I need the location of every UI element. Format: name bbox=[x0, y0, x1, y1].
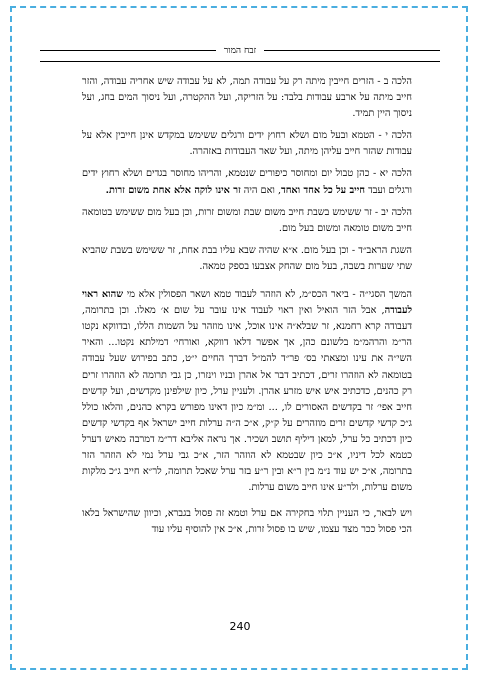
paragraph-p6 bbox=[82, 287, 412, 496]
paragraph-p5 bbox=[82, 243, 412, 275]
page-body bbox=[82, 74, 412, 544]
header-rule-bottom bbox=[40, 61, 440, 62]
text-run: ויש לבאר, כי העניין תלוי בחקירה אם ערל וטמא זה פסול בגברא, וכיוון שהישראל בלאו הכי פסול ככר מצד עצמו, שיש בו פסול זרות, א״כ אין להוסיף עליו עוד bbox=[82, 508, 412, 536]
text-run: הלכה יא - כהן טבול יום ומחוסר כיפורים שנטמא, והריהו מחוסר בגדים ושלא רחוץ ידים ורגלים ועבד bbox=[82, 168, 412, 196]
header-rule-right bbox=[264, 50, 440, 51]
page-number: 240 bbox=[229, 620, 251, 633]
text-run: המשך הסגי״ה - ביאר הכס״מ, לא הוזהר לעבוד טמא ושאר הפסולין אלא מי bbox=[123, 289, 412, 301]
text-run: השגת הראב״ד - וכן בעל מום. א״א שהיה שבא עליו בבת אחת, זר ששימש בשבת שהביא שתי שערות בשבה, בעל מום שהחק אצבעו בספק טמאה. bbox=[82, 244, 412, 272]
bold-text: זר אינו לוקה אלא אחת משום זרות. bbox=[105, 184, 241, 196]
bold-text: שהוא ראוי לעבודה bbox=[82, 289, 412, 317]
paragraph-p4 bbox=[82, 205, 412, 237]
paragraph-p7 bbox=[82, 506, 412, 538]
text-run: הלכה י - הטמא ובעל מום ושלא רחוץ ידים ורגלים ששימש במקדש אינן חייבין אלא על עבודות שהזר חייב עליהן מיתה, ועל שאר העבודות באזהרה. bbox=[82, 130, 412, 158]
paragraph-p3 bbox=[82, 166, 412, 198]
running-header bbox=[40, 44, 440, 56]
text-run: , ואם היה bbox=[240, 184, 282, 196]
text-run: הלכה יב - זר ששימש בשבת חייב משום שבת ומשום זרות, וכן בעל מום ששימש בטומאה חייב משום טומאה ומשום בעל מום. bbox=[82, 206, 412, 234]
text-run: , אבל הזר הואיל ואין ראוי לעבוד אינו עובר על שום א׳ מאלו. וכן בתרומה, דעבודה קרא רחמנא, זר שבלא״ה אינו אוכל, אינו מוזהר על השמות הללו, ובדווקא נקטו הר״מ והרהמ״מ בלשונם כהן, אך אפשר דלאו דווקא, ואורחי׳ דמילתא נקטו... והאיר השי״ה את עינו ומצאתי בס׳ פר״ד להמ״ל דברך החיים י״ט, כתב בפירוש שעל עבודה בטומאה לא הוזהרו זרים, דכתיב דבר אל אהרן ובניו וינזרו, כן גבי תרומה לא הוזהרו זרים רק כהנים, כדכתיב איש איש מזרע אהרן. ולעניין ערל, כיון שילפינן מקדשים, ועל קדשים חייב אפי׳ זר בקדשים האסורים לו, ... ומ״מ כיון דאינו מפורש בקרא כהנים, והלאו כולל ג״כ קדשי קדשים זרים מוזהרים על ק״ק, א״כ ה״ה ערלות חייב ישראל אף בקדשי קדשים כיון דכתיב כל ערל, למאן דיליף תושב ושכיר. אך נראה אליבא דר״מ דמרבה מאיש דערל כטמא לכל דיניו, א״כ כיון שבטמא לא הוזהר הזר, א״כ גבי ערל נמי לא הוזהר הזר בתרומה, א״כ יש עוד נ״מ בין ר״א ובין ר״ע בזר ערל שאכל תרומה, לר״א חייב ג״כ מלקות משום ערלות, ולר״ע אינו חייב משום ערלות. bbox=[82, 305, 412, 494]
header-title: זבח המור bbox=[223, 45, 257, 56]
bold-text: חייב על כל אחד ואחד bbox=[281, 184, 365, 196]
paragraph-p1 bbox=[82, 74, 412, 122]
paragraph-p2 bbox=[82, 128, 412, 160]
text-run: הלכה ב - הזרים חייבין מיתה רק על עבודה תמה, לא על עבודה שיש אחריה עבודה, והזר חייב מיתה על ארבע עבודות בלבד: על הזריקה, ועל ההקטרה, ועל ניסוך המים בחג, ועל ניסוך היין תמיד. bbox=[82, 76, 412, 120]
header-rule-left bbox=[40, 50, 216, 51]
